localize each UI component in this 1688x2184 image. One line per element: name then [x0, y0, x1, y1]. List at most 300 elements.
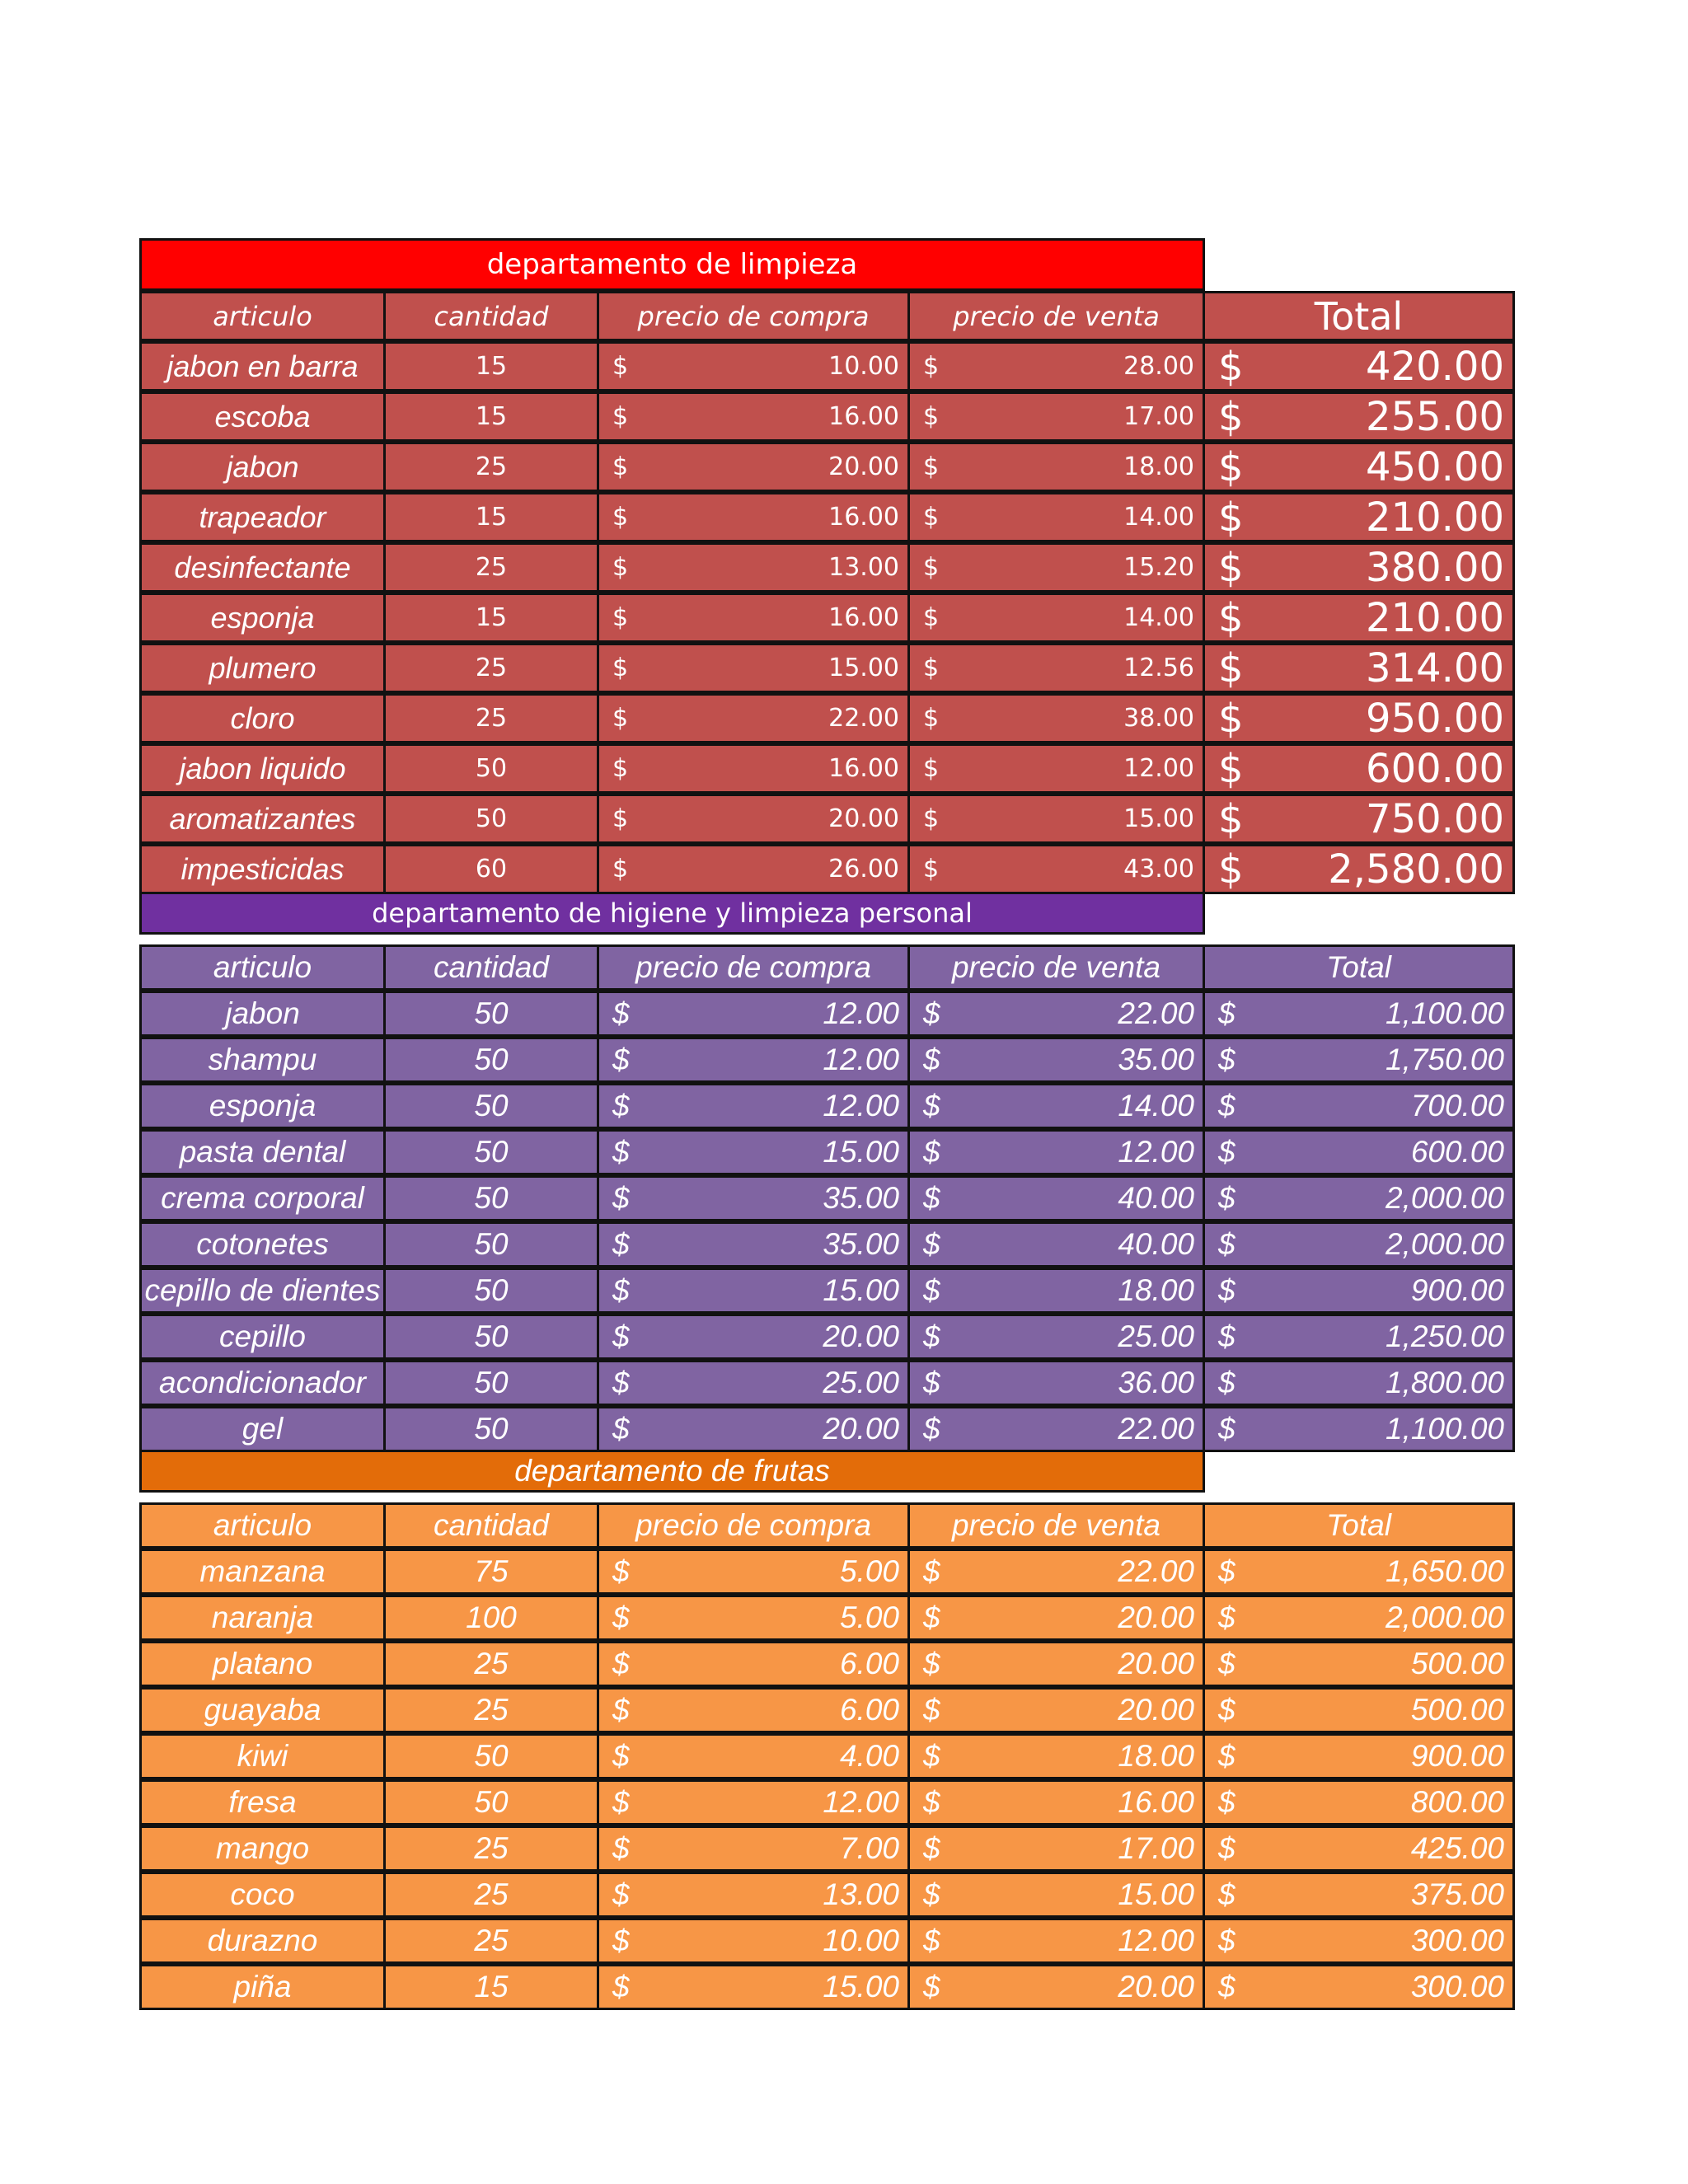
- sale-price-cell: [907, 391, 1205, 442]
- total-cell: [1203, 693, 1515, 743]
- quantity: 100: [383, 1595, 599, 1641]
- total-cell: [1203, 1779, 1515, 1825]
- total-cell: [1203, 1083, 1515, 1129]
- purchase-price-value: 5.00: [839, 1554, 899, 1588]
- sale-price-value: 12.56: [1123, 654, 1194, 682]
- purchase-price-cell: [597, 1549, 910, 1595]
- item-name: naranja: [139, 1595, 386, 1641]
- item-name: platano: [139, 1641, 386, 1687]
- total-value: 600.00: [1366, 745, 1504, 792]
- purchase-price-cell: [597, 991, 910, 1037]
- column-header: Total: [1203, 944, 1515, 991]
- quantity: 15: [383, 391, 599, 442]
- quantity: 50: [383, 1733, 599, 1779]
- sale-price-value: 15.00: [1123, 804, 1194, 833]
- quantity: 25: [383, 1872, 599, 1918]
- sale-price-cell: [907, 1549, 1205, 1595]
- sale-price-cell: [907, 1268, 1205, 1314]
- sale-price-cell: [907, 743, 1205, 794]
- sale-price-value: 36.00: [1118, 1366, 1194, 1399]
- column-header: Total: [1203, 291, 1515, 341]
- currency-symbol: $: [923, 1877, 940, 1911]
- purchase-price-value: 7.00: [839, 1831, 899, 1865]
- table-row: [139, 1362, 1517, 1406]
- purchase-price-cell: [597, 593, 910, 643]
- column-header: precio de venta: [907, 944, 1205, 991]
- table-row: [139, 993, 1517, 1037]
- sale-price-value: 18.00: [1118, 1273, 1194, 1307]
- quantity: 50: [383, 794, 599, 844]
- sale-price-cell: [907, 442, 1205, 492]
- currency-symbol: $: [923, 352, 940, 381]
- currency-symbol: $: [923, 1785, 940, 1819]
- quantity: 25: [383, 1641, 599, 1687]
- column-header: precio de venta: [907, 291, 1205, 341]
- sale-price-value: 38.00: [1123, 704, 1194, 733]
- currency-symbol: $: [923, 1693, 940, 1727]
- total-cell: [1203, 1825, 1515, 1872]
- total-cell: [1203, 542, 1515, 593]
- table-row: [139, 1178, 1517, 1221]
- item-name: jabon en barra: [139, 341, 386, 391]
- purchase-price-value: 22.00: [828, 704, 899, 733]
- currency-symbol: $: [612, 804, 629, 833]
- sale-price-cell: [907, 1221, 1205, 1268]
- sale-price-cell: [907, 1825, 1205, 1872]
- section-frutas: [139, 1450, 1517, 2010]
- purchase-price-value: 13.00: [828, 553, 899, 582]
- currency-symbol: $: [923, 1601, 940, 1634]
- sale-price-cell: [907, 1175, 1205, 1221]
- total-value: 450.00: [1366, 443, 1504, 490]
- purchase-price-value: 12.00: [823, 996, 899, 1030]
- total-cell: [1203, 492, 1515, 542]
- purchase-price-value: 6.00: [839, 1693, 899, 1727]
- currency-symbol: $: [1218, 1227, 1236, 1261]
- purchase-price-value: 15.00: [823, 1273, 899, 1307]
- item-name: crema corporal: [139, 1175, 386, 1221]
- sale-price-value: 15.20: [1123, 553, 1194, 582]
- item-name: escoba: [139, 391, 386, 442]
- sale-price-value: 40.00: [1118, 1227, 1194, 1261]
- item-name: jabon liquido: [139, 743, 386, 794]
- purchase-price-cell: [597, 1964, 910, 2010]
- header-row: [139, 947, 1517, 991]
- currency-symbol: $: [1218, 1089, 1236, 1122]
- currency-symbol: $: [1218, 594, 1244, 641]
- sale-price-value: 14.00: [1123, 503, 1194, 532]
- purchase-price-value: 16.00: [828, 603, 899, 632]
- quantity: 15: [383, 341, 599, 391]
- total-value: 425.00: [1410, 1831, 1504, 1865]
- quantity: 25: [383, 693, 599, 743]
- item-name: cotonetes: [139, 1221, 386, 1268]
- sale-price-value: 35.00: [1118, 1043, 1194, 1076]
- purchase-price-cell: [597, 743, 910, 794]
- table-row: [139, 1643, 1517, 1687]
- sale-price-value: 28.00: [1123, 352, 1194, 381]
- sale-price-cell: [907, 1687, 1205, 1733]
- sale-price-value: 12.00: [1123, 754, 1194, 783]
- sale-price-cell: [907, 1129, 1205, 1175]
- quantity: 15: [383, 492, 599, 542]
- currency-symbol: $: [612, 1089, 630, 1122]
- purchase-price-cell: [597, 442, 910, 492]
- currency-symbol: $: [923, 1412, 940, 1446]
- currency-symbol: $: [1218, 544, 1244, 591]
- currency-symbol: $: [923, 452, 940, 481]
- purchase-price-cell: [597, 1779, 910, 1825]
- currency-symbol: $: [612, 855, 629, 883]
- item-name: mango: [139, 1825, 386, 1872]
- currency-symbol: $: [612, 704, 629, 733]
- currency-symbol: $: [1218, 1924, 1236, 1957]
- sale-price-value: 17.00: [1123, 402, 1194, 431]
- currency-symbol: $: [612, 1273, 630, 1307]
- currency-symbol: $: [612, 352, 629, 381]
- sale-price-value: 20.00: [1118, 1647, 1194, 1680]
- currency-symbol: $: [612, 754, 629, 783]
- total-value: 380.00: [1366, 544, 1504, 591]
- purchase-price-cell: [597, 1037, 910, 1083]
- total-value: 1,250.00: [1385, 1319, 1504, 1353]
- purchase-price-cell: [597, 1641, 910, 1687]
- table-row: [139, 494, 1517, 542]
- quantity: 25: [383, 1687, 599, 1733]
- sale-price-value: 15.00: [1118, 1877, 1194, 1911]
- currency-symbol: $: [1218, 745, 1244, 792]
- item-name: fresa: [139, 1779, 386, 1825]
- quantity: 15: [383, 593, 599, 643]
- total-value: 375.00: [1410, 1877, 1504, 1911]
- currency-symbol: $: [923, 402, 940, 431]
- currency-symbol: $: [1218, 1554, 1236, 1588]
- sale-price-cell: [907, 1641, 1205, 1687]
- currency-symbol: $: [612, 1877, 630, 1911]
- sale-price-value: 20.00: [1118, 1693, 1194, 1727]
- currency-symbol: $: [923, 1181, 940, 1215]
- item-name: cloro: [139, 693, 386, 743]
- quantity: 60: [383, 844, 599, 894]
- quantity: 50: [383, 1129, 599, 1175]
- section-title: departamento de frutas: [139, 1450, 1205, 1493]
- total-cell: [1203, 1549, 1515, 1595]
- quantity: 75: [383, 1549, 599, 1595]
- total-cell: [1203, 1360, 1515, 1406]
- total-value: 600.00: [1410, 1135, 1504, 1169]
- currency-symbol: $: [612, 452, 629, 481]
- currency-symbol: $: [923, 1227, 940, 1261]
- currency-symbol: $: [612, 402, 629, 431]
- currency-symbol: $: [1218, 644, 1244, 691]
- total-value: 950.00: [1366, 695, 1504, 742]
- table-row: [139, 1408, 1517, 1452]
- purchase-price-value: 10.00: [823, 1924, 899, 1957]
- currency-symbol: $: [612, 503, 629, 532]
- quantity: 25: [383, 442, 599, 492]
- currency-symbol: $: [923, 1043, 940, 1076]
- item-name: jabon: [139, 991, 386, 1037]
- item-name: aromatizantes: [139, 794, 386, 844]
- total-value: 2,000.00: [1385, 1601, 1504, 1634]
- table-row: [139, 1039, 1517, 1083]
- quantity: 50: [383, 1406, 599, 1452]
- total-value: 420.00: [1366, 343, 1504, 390]
- currency-symbol: $: [612, 1554, 630, 1588]
- table-row: [139, 1132, 1517, 1175]
- total-cell: [1203, 442, 1515, 492]
- purchase-price-cell: [597, 693, 910, 743]
- quantity: 50: [383, 1314, 599, 1360]
- purchase-price-value: 5.00: [839, 1601, 899, 1634]
- sale-price-value: 14.00: [1123, 603, 1194, 632]
- purchase-price-cell: [597, 794, 910, 844]
- quantity: 50: [383, 1083, 599, 1129]
- currency-symbol: $: [1218, 443, 1244, 490]
- item-name: piña: [139, 1964, 386, 2010]
- total-value: 314.00: [1366, 644, 1504, 691]
- purchase-price-value: 12.00: [823, 1785, 899, 1819]
- sale-price-value: 22.00: [1118, 1554, 1194, 1588]
- currency-symbol: $: [612, 1227, 630, 1261]
- currency-symbol: $: [1218, 1785, 1236, 1819]
- quantity: 25: [383, 1918, 599, 1964]
- currency-symbol: $: [1218, 1739, 1236, 1773]
- header-row: [139, 1505, 1517, 1549]
- header-row: [139, 293, 1517, 341]
- sale-price-cell: [907, 794, 1205, 844]
- currency-symbol: $: [923, 996, 940, 1030]
- total-value: 1,100.00: [1385, 996, 1504, 1030]
- quantity: 50: [383, 1360, 599, 1406]
- sale-price-cell: [907, 1733, 1205, 1779]
- total-value: 2,000.00: [1385, 1227, 1504, 1261]
- total-value: 210.00: [1366, 594, 1504, 641]
- quantity: 50: [383, 1268, 599, 1314]
- currency-symbol: $: [612, 1647, 630, 1680]
- total-cell: [1203, 1129, 1515, 1175]
- total-cell: [1203, 1918, 1515, 1964]
- currency-symbol: $: [612, 1043, 630, 1076]
- item-name: jabon: [139, 442, 386, 492]
- purchase-price-cell: [597, 341, 910, 391]
- purchase-price-value: 35.00: [823, 1181, 899, 1215]
- currency-symbol: $: [612, 1739, 630, 1773]
- quantity: 50: [383, 1221, 599, 1268]
- sale-price-cell: [907, 1360, 1205, 1406]
- quantity: 15: [383, 1964, 599, 2010]
- currency-symbol: $: [612, 1831, 630, 1865]
- section-title: departamento de higiene y limpieza personal: [139, 892, 1205, 935]
- total-cell: [1203, 1037, 1515, 1083]
- purchase-price-cell: [597, 492, 910, 542]
- table-row: [139, 696, 1517, 743]
- purchase-price-cell: [597, 1595, 910, 1641]
- currency-symbol: $: [1218, 1319, 1236, 1353]
- currency-symbol: $: [1218, 1412, 1236, 1446]
- total-value: 900.00: [1410, 1273, 1504, 1307]
- item-name: cepillo de dientes: [139, 1268, 386, 1314]
- total-cell: [1203, 1595, 1515, 1641]
- table-row: [139, 846, 1517, 894]
- sale-price-value: 17.00: [1118, 1831, 1194, 1865]
- currency-symbol: $: [1218, 795, 1244, 842]
- sale-price-value: 12.00: [1118, 1924, 1194, 1957]
- total-cell: [1203, 1175, 1515, 1221]
- currency-symbol: $: [612, 1319, 630, 1353]
- purchase-price-value: 4.00: [839, 1739, 899, 1773]
- column-header: cantidad: [383, 1502, 599, 1549]
- purchase-price-cell: [597, 1314, 910, 1360]
- sale-price-cell: [907, 1314, 1205, 1360]
- section-higiene: [139, 892, 1517, 1452]
- table-row: [139, 1874, 1517, 1918]
- currency-symbol: $: [923, 1739, 940, 1773]
- quantity: 25: [383, 1825, 599, 1872]
- currency-symbol: $: [923, 1554, 940, 1588]
- sale-price-cell: [907, 1037, 1205, 1083]
- item-name: plumero: [139, 643, 386, 693]
- sale-price-cell: [907, 844, 1205, 894]
- total-cell: [1203, 593, 1515, 643]
- table-row: [139, 1690, 1517, 1733]
- currency-symbol: $: [612, 1412, 630, 1446]
- total-value: 2,000.00: [1385, 1181, 1504, 1215]
- currency-symbol: $: [1218, 1877, 1236, 1911]
- currency-symbol: $: [1218, 494, 1244, 541]
- total-value: 300.00: [1410, 1970, 1504, 2004]
- currency-symbol: $: [923, 1970, 940, 2004]
- sale-price-value: 22.00: [1118, 996, 1194, 1030]
- currency-symbol: $: [612, 1135, 630, 1169]
- sale-price-cell: [907, 643, 1205, 693]
- currency-symbol: $: [1218, 1601, 1236, 1634]
- column-header: articulo: [139, 944, 386, 991]
- table-row: [139, 645, 1517, 693]
- column-header: Total: [1203, 1502, 1515, 1549]
- sale-price-value: 25.00: [1118, 1319, 1194, 1353]
- total-cell: [1203, 844, 1515, 894]
- table-row: [139, 444, 1517, 492]
- currency-symbol: $: [923, 1089, 940, 1122]
- total-value: 750.00: [1366, 795, 1504, 842]
- item-name: kiwi: [139, 1733, 386, 1779]
- total-cell: [1203, 1687, 1515, 1733]
- currency-symbol: $: [923, 603, 940, 632]
- total-cell: [1203, 1268, 1515, 1314]
- sale-price-cell: [907, 593, 1205, 643]
- total-cell: [1203, 643, 1515, 693]
- table-row: [139, 1736, 1517, 1779]
- currency-symbol: $: [1218, 1366, 1236, 1399]
- total-cell: [1203, 794, 1515, 844]
- currency-symbol: $: [1218, 1273, 1236, 1307]
- currency-symbol: $: [923, 754, 940, 783]
- currency-symbol: $: [612, 1181, 630, 1215]
- purchase-price-cell: [597, 1175, 910, 1221]
- table-row: [139, 1085, 1517, 1129]
- total-cell: [1203, 743, 1515, 794]
- currency-symbol: $: [1218, 1970, 1236, 2004]
- sale-price-value: 18.00: [1123, 452, 1194, 481]
- currency-symbol: $: [923, 654, 940, 682]
- section-limpieza: [139, 238, 1517, 894]
- purchase-price-value: 15.00: [823, 1135, 899, 1169]
- item-name: esponja: [139, 1083, 386, 1129]
- column-header: precio de compra: [597, 1502, 910, 1549]
- total-value: 700.00: [1410, 1089, 1504, 1122]
- sale-price-cell: [907, 1779, 1205, 1825]
- purchase-price-cell: [597, 542, 910, 593]
- total-value: 210.00: [1366, 494, 1504, 541]
- total-value: 300.00: [1410, 1924, 1504, 1957]
- purchase-price-value: 13.00: [823, 1877, 899, 1911]
- currency-symbol: $: [923, 1924, 940, 1957]
- total-value: 1,750.00: [1385, 1043, 1504, 1076]
- purchase-price-value: 20.00: [823, 1412, 899, 1446]
- sale-price-value: 12.00: [1118, 1135, 1194, 1169]
- quantity: 50: [383, 1779, 599, 1825]
- sale-price-cell: [907, 1083, 1205, 1129]
- sale-price-value: 18.00: [1118, 1739, 1194, 1773]
- table-row: [139, 1597, 1517, 1641]
- item-name: manzana: [139, 1549, 386, 1595]
- purchase-price-value: 6.00: [839, 1647, 899, 1680]
- currency-symbol: $: [923, 804, 940, 833]
- currency-symbol: $: [1218, 1181, 1236, 1215]
- currency-symbol: $: [923, 1366, 940, 1399]
- total-cell: [1203, 1406, 1515, 1452]
- currency-symbol: $: [1218, 695, 1244, 742]
- purchase-price-cell: [597, 1687, 910, 1733]
- purchase-price-cell: [597, 1825, 910, 1872]
- purchase-price-value: 20.00: [828, 804, 899, 833]
- quantity: 50: [383, 991, 599, 1037]
- item-name: trapeador: [139, 492, 386, 542]
- sale-price-value: 20.00: [1118, 1970, 1194, 2004]
- purchase-price-cell: [597, 1406, 910, 1452]
- currency-symbol: $: [1218, 996, 1236, 1030]
- purchase-price-value: 15.00: [823, 1970, 899, 2004]
- total-cell: [1203, 991, 1515, 1037]
- table-row: [139, 1920, 1517, 1964]
- sale-price-cell: [907, 341, 1205, 391]
- currency-symbol: $: [612, 1924, 630, 1957]
- sale-price-value: 14.00: [1118, 1089, 1194, 1122]
- purchase-price-value: 16.00: [828, 754, 899, 783]
- sale-price-cell: [907, 1918, 1205, 1964]
- purchase-price-value: 16.00: [828, 503, 899, 532]
- table-row: [139, 1270, 1517, 1314]
- currency-symbol: $: [1218, 393, 1244, 440]
- item-name: cepillo: [139, 1314, 386, 1360]
- total-cell: [1203, 1733, 1515, 1779]
- sale-price-cell: [907, 1595, 1205, 1641]
- total-cell: [1203, 1641, 1515, 1687]
- table-row: [139, 1782, 1517, 1825]
- currency-symbol: $: [612, 1785, 630, 1819]
- total-value: 500.00: [1410, 1647, 1504, 1680]
- total-cell: [1203, 1314, 1515, 1360]
- currency-symbol: $: [612, 1601, 630, 1634]
- total-value: 1,100.00: [1385, 1412, 1504, 1446]
- purchase-price-value: 16.00: [828, 402, 899, 431]
- item-name: guayaba: [139, 1687, 386, 1733]
- spreadsheet: [139, 241, 1517, 2010]
- currency-symbol: $: [1218, 1693, 1236, 1727]
- currency-symbol: $: [923, 1319, 940, 1353]
- table-row: [139, 796, 1517, 844]
